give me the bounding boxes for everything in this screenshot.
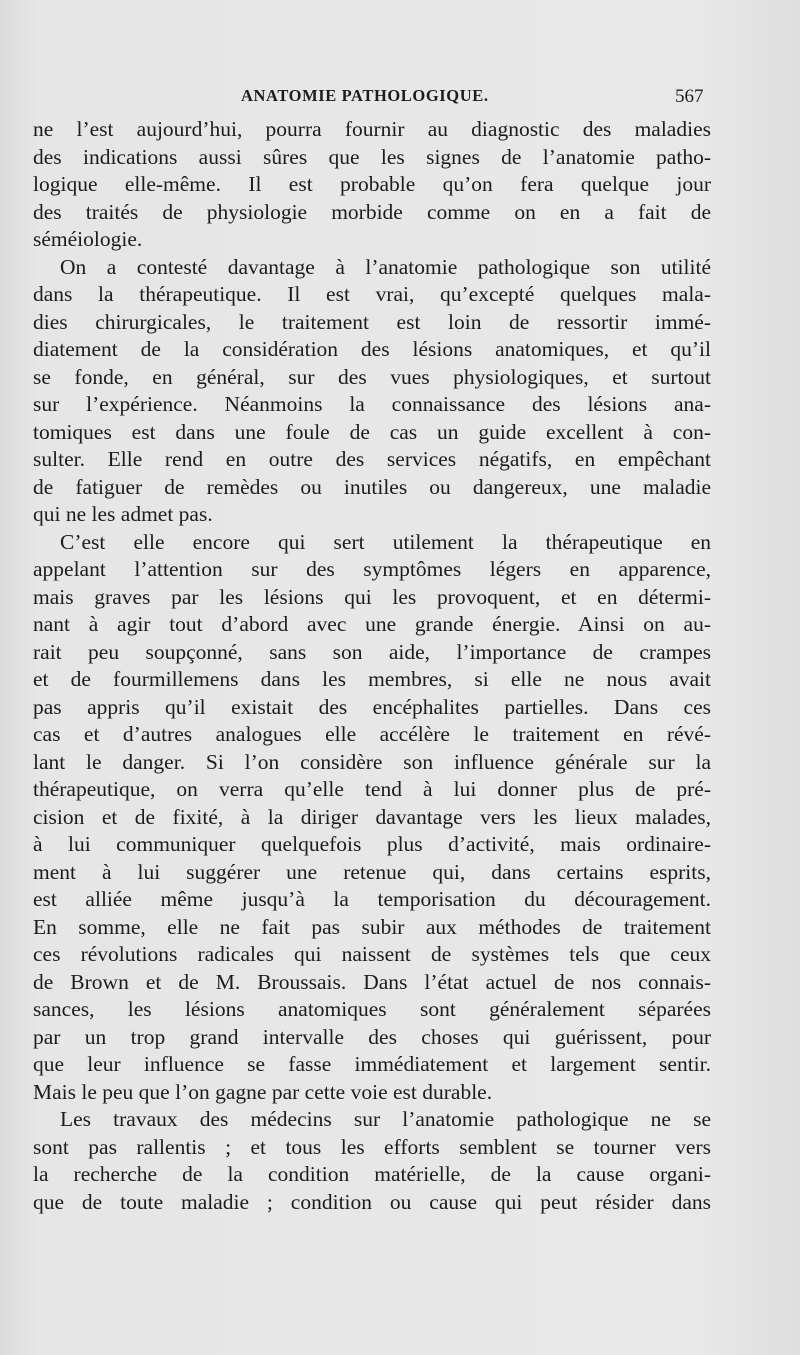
text-line: ces révolutions radicales qui naissent de systèmes tels que ceux [33,942,711,966]
text-line: diatement de la considération des lésions anatomiques, et qu’il [33,337,711,361]
body-text [33,116,711,1216]
paragraph-first-line: Les travaux des médecins sur l’anatomie pathologique ne se [60,1107,711,1131]
paragraph-first-line: C’est elle encore qui sert utilement la thérapeutique en [60,529,711,554]
page-number: 567 [675,86,704,107]
text-line: à lui communiquer quelquefois plus d’activité, mais ordinaire- [33,832,711,856]
text-line: sont pas rallentis ; et tous les efforts semblent se tourner vers [33,1134,711,1159]
text-line: dies chirurgicales, le traitement est loin de ressortir immé- [33,309,711,334]
text-line: que de toute maladie ; condition ou cause qui peut résider dans [33,1189,711,1214]
text-line: rait peu soupçonné, sans son aide, l’importance de crampes [33,639,711,664]
text-line: sur l’expérience. Néanmoins la connaissance des lésions ana- [33,392,711,416]
text-line: mais graves par les lésions qui les provoquent, et en détermi- [33,584,711,609]
text-line: thérapeutique, on verra qu’elle tend à lui donner plus de pré- [33,777,711,801]
text-line: est alliée même jusqu’à la temporisation du découragement. [33,887,711,911]
text-line: nant à agir tout d’abord avec une grande énergie. Ainsi on au- [33,612,711,636]
text-line: que leur influence se fasse immédiatement et largement sentir. [33,1052,711,1076]
text-line: qui ne les admet pas. [33,502,213,526]
text-line: lant le danger. Si l’on considère son influence générale sur la [33,749,711,774]
text-line: En somme, elle ne fait pas subir aux méthodes de traitement [33,914,711,939]
text-line: ne l’est aujourd’hui, pourra fournir au diagnostic des maladies [33,117,711,141]
text-line: logique elle-même. Il est probable qu’on fera quelque jour [33,172,711,196]
paragraph-first-line: On a contesté davantage à l’anatomie pathologique son utilité [60,254,711,279]
text-line: sances, les lésions anatomiques sont généralement séparées [33,997,711,1021]
text-line: de Brown et de M. Broussais. Dans l’état actuel de nos connais- [33,969,711,994]
text-line: pas appris qu’il existait des encéphalites partielles. Dans ces [33,694,711,719]
running-head [0,86,800,110]
text-line: appelant l’attention sur des symptômes légers en apparence, [33,557,711,581]
text-line: des traités de physiologie morbide comme on en a fait de [33,199,711,224]
text-line: sulter. Elle rend en outre des services négatifs, en empêchant [33,447,711,471]
text-line: et de fourmillemens dans les membres, si elle ne nous avait [33,667,711,691]
text-line: de fatiguer de remèdes ou inutiles ou dangereux, une maladie [33,474,711,499]
text-line: des indications aussi sûres que les signes de l’anatomie patho- [33,144,711,169]
text-line: tomiques est dans une foule de cas un guide excellent à con- [33,419,711,444]
text-line: ment à lui suggérer une retenue qui, dans certains esprits, [33,859,711,884]
running-title: ANATOMIE PATHOLOGIQUE. [241,86,489,105]
text-line: par un trop grand intervalle des choses qui guérissent, pour [33,1024,711,1049]
text-line: se fonde, en général, sur des vues physiologiques, et surtout [33,364,711,389]
text-line: la recherche de la condition matérielle, de la cause organi- [33,1162,711,1186]
text-line: séméiologie. [33,227,143,251]
text-line: cas et d’autres analogues elle accélère le traitement en révé- [33,722,711,746]
text-line: Mais le peu que l’on gagne par cette voie est durable. [33,1079,493,1104]
text-line: dans la thérapeutique. Il est vrai, qu’excepté quelques mala- [33,282,711,306]
text-line: cision et de fixité, à la diriger davantage vers les lieux malades, [33,804,711,829]
